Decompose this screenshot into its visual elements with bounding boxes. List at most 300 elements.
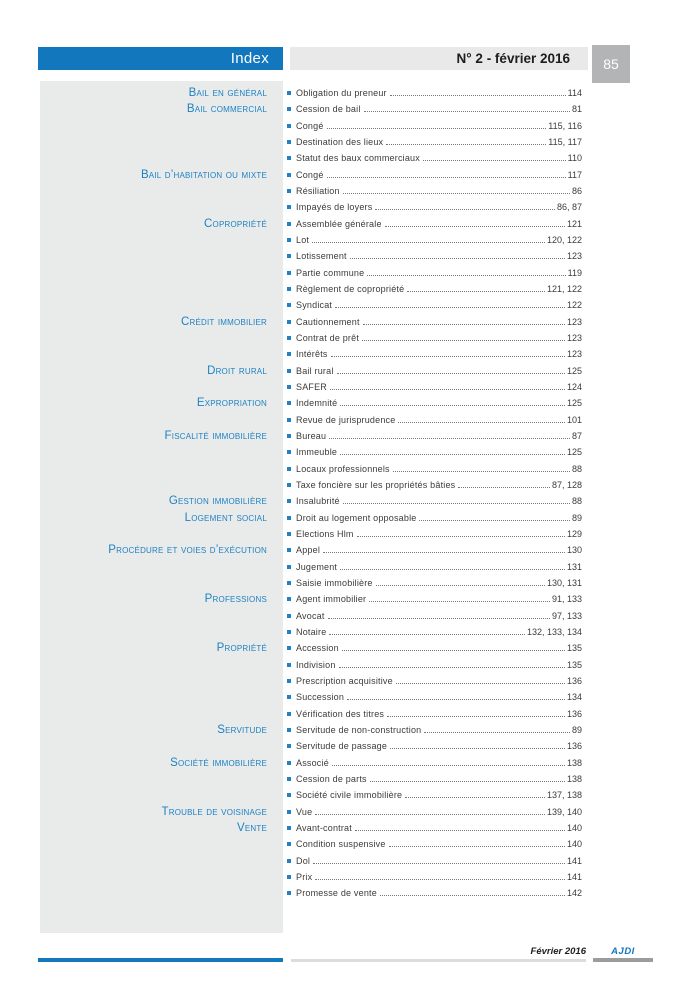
dotted-leader <box>357 536 565 537</box>
entry-label: Avant-contrat <box>296 822 352 833</box>
square-bullet-icon <box>287 107 291 111</box>
index-row <box>40 118 582 134</box>
dotted-leader <box>370 781 565 782</box>
entry-label: Vérification des titres <box>296 708 385 719</box>
index-entry <box>287 627 582 637</box>
index-row <box>40 559 582 575</box>
index-entry <box>287 513 582 523</box>
index-row <box>40 428 582 444</box>
entry-page-numbers: 141 <box>566 871 582 882</box>
index-row <box>40 771 582 787</box>
entry-label: Prix <box>296 871 313 882</box>
entry-page-numbers: 123 <box>566 251 582 262</box>
entry-label: Règlement de copropriété <box>296 284 405 295</box>
index-row <box>40 232 582 248</box>
index-row <box>40 510 582 526</box>
square-bullet-icon <box>287 156 291 160</box>
entry-label: Locaux professionnels <box>296 463 390 474</box>
dotted-leader <box>328 618 550 619</box>
dotted-leader <box>339 667 565 668</box>
entry-page-numbers: 81 <box>571 104 582 115</box>
entry-page-numbers: 86 <box>571 186 582 197</box>
index-entry <box>287 790 582 800</box>
dotted-leader <box>424 732 570 733</box>
dotted-leader <box>332 765 565 766</box>
index-entry <box>287 758 582 768</box>
index-row <box>40 167 582 183</box>
entry-page-numbers: 142 <box>566 888 582 899</box>
square-bullet-icon <box>287 385 291 389</box>
dotted-leader <box>340 405 565 406</box>
index-entry <box>287 415 582 425</box>
category-label: Crédit immobilier <box>180 315 267 328</box>
entry-page-numbers: 140 <box>566 839 582 850</box>
index-row <box>40 885 582 901</box>
entry-page-numbers: 119 <box>567 267 582 278</box>
entry-page-numbers: 87 <box>571 431 582 442</box>
entry-label: Partie commune <box>296 267 365 278</box>
index-entry <box>287 186 582 196</box>
index-entry <box>287 121 582 131</box>
dotted-leader <box>387 716 565 717</box>
dotted-leader <box>367 275 565 276</box>
entry-page-numbers: 141 <box>566 855 582 866</box>
dotted-leader <box>312 242 545 243</box>
entry-page-numbers: 121 <box>566 218 582 229</box>
square-bullet-icon <box>287 238 291 242</box>
entry-label: Cession de bail <box>296 104 361 115</box>
entry-label: Syndicat <box>296 300 333 311</box>
entry-label: Saisie immobilière <box>296 578 373 588</box>
square-bullet-icon <box>287 287 291 291</box>
entry-label: Dol <box>296 855 311 866</box>
dotted-leader <box>396 683 565 684</box>
index-row <box>40 803 582 819</box>
entry-label: Elections Hlm <box>296 529 354 540</box>
index-row <box>40 673 582 689</box>
index-row <box>40 281 582 297</box>
entry-label: Droit au logement opposable <box>296 512 417 523</box>
category-label: Procédure et voies d’exécution <box>108 544 267 557</box>
square-bullet-icon <box>287 140 291 144</box>
square-bullet-icon <box>287 91 291 95</box>
square-bullet-icon <box>287 352 291 356</box>
entry-label: Contrat de prêt <box>296 333 360 344</box>
entry-label: Lotissement <box>296 251 347 262</box>
entry-label: Cautionnement <box>296 316 360 327</box>
index-entry <box>287 611 582 621</box>
entry-page-numbers: 140 <box>566 822 582 833</box>
entry-label: Résiliation <box>296 186 340 197</box>
entry-label: Cession de parts <box>296 773 367 784</box>
entry-page-numbers: 97, 133 <box>551 610 582 621</box>
square-bullet-icon <box>287 565 291 569</box>
index-entry <box>287 660 582 670</box>
footer-dark-rule <box>593 958 653 962</box>
dotted-leader <box>385 226 565 227</box>
square-bullet-icon <box>287 271 291 275</box>
entry-page-numbers: 121, 122 <box>546 284 582 295</box>
entry-label: Agent immobilier <box>296 594 367 605</box>
square-bullet-icon <box>287 842 291 846</box>
entry-label: Société civile immobilière <box>296 790 403 801</box>
square-bullet-icon <box>287 891 291 895</box>
square-bullet-icon <box>287 826 291 830</box>
square-bullet-icon <box>287 695 291 699</box>
square-bullet-icon <box>287 516 291 520</box>
dotted-leader <box>327 128 547 129</box>
index-row <box>40 608 582 624</box>
index-row <box>40 461 582 477</box>
entry-page-numbers: 124 <box>566 382 582 393</box>
index-entry <box>287 578 582 588</box>
dotted-leader <box>315 814 545 815</box>
square-bullet-icon <box>287 875 291 879</box>
index-entry <box>287 88 582 98</box>
dotted-leader <box>313 863 565 864</box>
index-entry <box>287 235 582 245</box>
square-bullet-icon <box>287 124 291 128</box>
square-bullet-icon <box>287 320 291 324</box>
entry-label: Accession <box>296 643 339 654</box>
entry-label: Appel <box>296 545 321 556</box>
index-row <box>40 575 582 591</box>
square-bullet-icon <box>287 222 291 226</box>
entry-page-numbers: 114 <box>567 88 582 99</box>
dotted-leader <box>375 209 555 210</box>
page-title: Index <box>230 50 269 67</box>
entry-page-numbers: 122 <box>566 300 582 311</box>
square-bullet-icon <box>287 663 291 667</box>
entry-label: Obligation du preneur <box>296 88 387 99</box>
entry-page-numbers: 134 <box>566 692 582 703</box>
index-entry <box>287 170 582 180</box>
entry-label: Notaire <box>296 626 327 637</box>
category-label: Propriété <box>216 642 267 655</box>
index-row <box>40 820 582 836</box>
index-entry <box>287 562 582 572</box>
square-bullet-icon <box>287 173 291 177</box>
index-row <box>40 444 582 460</box>
index-row <box>40 150 582 166</box>
index-entry <box>287 104 582 114</box>
dotted-leader <box>340 454 565 455</box>
entry-page-numbers: 125 <box>566 365 582 376</box>
entry-page-numbers: 136 <box>566 741 582 752</box>
square-bullet-icon <box>287 189 291 193</box>
dotted-leader <box>405 797 545 798</box>
index-entry <box>287 202 582 212</box>
index-row <box>40 330 582 346</box>
index-row <box>40 216 582 232</box>
index-entry <box>287 807 582 817</box>
category-label: Copropriété <box>204 217 267 230</box>
index-row <box>40 346 582 362</box>
entry-label: Associé <box>296 757 329 768</box>
entry-page-numbers: 135 <box>566 659 582 670</box>
index-row <box>40 640 582 656</box>
index-row <box>40 738 582 754</box>
index-row <box>40 134 582 150</box>
index-row <box>40 656 582 672</box>
entry-page-numbers: 115, 117 <box>548 137 582 148</box>
entry-label: Jugement <box>296 561 338 572</box>
index-entry <box>287 153 582 163</box>
category-label: Bail commercial <box>186 103 267 116</box>
entry-page-numbers: 123 <box>566 333 582 344</box>
index-row <box>40 624 582 640</box>
entry-page-numbers: 132, 133, 134 <box>526 626 582 637</box>
entry-page-numbers: 88 <box>571 463 582 474</box>
index-entries-list <box>40 85 582 901</box>
index-entry <box>287 529 582 539</box>
entry-page-numbers: 130, 131 <box>546 578 582 588</box>
entry-label: Succession <box>296 692 345 703</box>
index-entry <box>287 284 582 294</box>
index-row <box>40 265 582 281</box>
entry-page-numbers: 125 <box>566 398 582 409</box>
index-entry <box>287 464 582 474</box>
journal-logo: AJDI <box>611 946 635 957</box>
entry-page-numbers: 89 <box>571 724 582 735</box>
dotted-leader <box>458 487 550 488</box>
entry-label: SAFER <box>296 382 328 393</box>
index-entry <box>287 709 582 719</box>
dotted-leader <box>376 585 545 586</box>
index-row <box>40 412 582 428</box>
square-bullet-icon <box>287 499 291 503</box>
index-entry <box>287 872 582 882</box>
square-bullet-icon <box>287 483 291 487</box>
entry-page-numbers: 135 <box>566 643 582 654</box>
entry-page-numbers: 138 <box>566 773 582 784</box>
entry-page-numbers: 123 <box>566 316 582 327</box>
category-label: Bail d’habitation ou mixte <box>140 168 267 181</box>
category-label: Droit rural <box>207 364 267 377</box>
index-entry <box>287 643 582 653</box>
entry-page-numbers: 138 <box>566 757 582 768</box>
dotted-leader <box>419 520 570 521</box>
index-row <box>40 199 582 215</box>
index-row <box>40 297 582 313</box>
entry-label: Destination des lieux <box>296 137 384 148</box>
index-entry <box>287 349 582 359</box>
index-entry <box>287 774 582 784</box>
square-bullet-icon <box>287 581 291 585</box>
entry-label: Congé <box>296 120 324 131</box>
dotted-leader <box>407 291 545 292</box>
index-entry <box>287 382 582 392</box>
dotted-leader <box>331 356 565 357</box>
dotted-leader <box>363 324 565 325</box>
page-number-badge <box>592 45 630 83</box>
index-entry <box>287 317 582 327</box>
square-bullet-icon <box>287 597 291 601</box>
index-entry <box>287 137 582 147</box>
index-entry <box>287 839 582 849</box>
index-row <box>40 477 582 493</box>
index-row <box>40 395 582 411</box>
entry-label: Indemnité <box>296 398 338 409</box>
index-row <box>40 591 582 607</box>
category-label: Bail en général <box>188 87 267 100</box>
entry-page-numbers: 120, 122 <box>546 235 582 246</box>
index-entry <box>287 219 582 229</box>
dotted-leader <box>335 307 565 308</box>
issue-label: N° 2 - février 2016 <box>456 51 570 66</box>
square-bullet-icon <box>287 369 291 373</box>
index-row <box>40 183 582 199</box>
dotted-leader <box>343 193 570 194</box>
dotted-leader <box>340 569 565 570</box>
entry-label: Servitude de non-construction <box>296 724 422 735</box>
dotted-leader <box>393 471 570 472</box>
index-entry <box>287 823 582 833</box>
entry-label: Bureau <box>296 431 327 442</box>
dotted-leader <box>342 650 565 651</box>
entry-page-numbers: 129 <box>566 529 582 540</box>
entry-label: Indivision <box>296 659 336 670</box>
category-label: Trouble de voisinage <box>161 805 267 818</box>
entry-label: Vue <box>296 806 313 817</box>
dotted-leader <box>330 389 565 390</box>
dotted-leader <box>327 177 566 178</box>
entry-label: Revue de jurisprudence <box>296 414 396 425</box>
entry-label: Servitude de passage <box>296 741 388 752</box>
entry-page-numbers: 101 <box>566 414 582 425</box>
entry-page-numbers: 125 <box>566 447 582 458</box>
square-bullet-icon <box>287 548 291 552</box>
index-row <box>40 869 582 885</box>
entry-label: Avocat <box>296 610 325 621</box>
square-bullet-icon <box>287 793 291 797</box>
index-row <box>40 836 582 852</box>
entry-page-numbers: 91, 133 <box>551 594 582 605</box>
footer-blue-rule <box>38 958 283 962</box>
square-bullet-icon <box>287 450 291 454</box>
category-label: Logement social <box>184 511 267 524</box>
dotted-leader <box>355 830 565 831</box>
entry-label: Congé <box>296 169 324 180</box>
index-entry <box>287 398 582 408</box>
index-row <box>40 85 582 101</box>
dotted-leader <box>347 699 565 700</box>
index-row <box>40 314 582 330</box>
entry-label: Intérêts <box>296 349 328 360</box>
dotted-leader <box>323 552 565 553</box>
entry-page-numbers: 123 <box>566 349 582 360</box>
entry-label: Insalubrité <box>296 496 340 507</box>
square-bullet-icon <box>287 401 291 405</box>
index-entry <box>287 856 582 866</box>
square-bullet-icon <box>287 777 291 781</box>
index-entry <box>287 888 582 898</box>
square-bullet-icon <box>287 859 291 863</box>
square-bullet-icon <box>287 205 291 209</box>
entry-page-numbers: 88 <box>571 496 582 507</box>
square-bullet-icon <box>287 434 291 438</box>
entry-label: Immeuble <box>296 447 338 458</box>
square-bullet-icon <box>287 254 291 258</box>
index-entry <box>287 333 582 343</box>
square-bullet-icon <box>287 532 291 536</box>
category-label: Gestion immobilière <box>168 495 267 508</box>
square-bullet-icon <box>287 303 291 307</box>
index-entry <box>287 268 582 278</box>
index-row <box>40 754 582 770</box>
category-label: Société immobilière <box>170 756 267 769</box>
index-row <box>40 722 582 738</box>
dotted-leader <box>329 634 525 635</box>
category-label: Fiscalité immobilière <box>164 430 267 443</box>
index-entry <box>287 496 582 506</box>
index-entry <box>287 692 582 702</box>
issue-bar <box>290 47 588 70</box>
index-row <box>40 689 582 705</box>
entry-label: Impayés de loyers <box>296 202 373 213</box>
dotted-leader <box>364 111 570 112</box>
dotted-leader <box>315 879 565 880</box>
dotted-leader <box>343 503 570 504</box>
square-bullet-icon <box>287 744 291 748</box>
index-row <box>40 493 582 509</box>
index-entry <box>287 741 582 751</box>
square-bullet-icon <box>287 630 291 634</box>
square-bullet-icon <box>287 646 291 650</box>
index-entry <box>287 676 582 686</box>
entry-page-numbers: 131 <box>566 561 582 572</box>
dotted-leader <box>329 438 570 439</box>
entry-page-numbers: 87, 128 <box>551 480 582 491</box>
dotted-leader <box>389 846 565 847</box>
entry-page-numbers: 130 <box>566 545 582 556</box>
index-title-bar <box>38 47 283 70</box>
entry-page-numbers: 136 <box>566 708 582 719</box>
square-bullet-icon <box>287 761 291 765</box>
entry-page-numbers: 139, 140 <box>546 806 582 817</box>
index-entry <box>287 300 582 310</box>
entry-label: Lot <box>296 235 310 246</box>
dotted-leader <box>386 144 546 145</box>
category-label: Professions <box>204 593 267 606</box>
dotted-leader <box>423 160 566 161</box>
index-entry <box>287 725 582 735</box>
index-row <box>40 542 582 558</box>
footer-date: Février 2016 <box>530 946 586 957</box>
dotted-leader <box>380 895 565 896</box>
entry-label: Assemblée générale <box>296 218 382 229</box>
category-label: Expropriation <box>196 397 267 410</box>
category-label: Servitude <box>217 723 267 736</box>
square-bullet-icon <box>287 418 291 422</box>
index-row <box>40 101 582 117</box>
entry-page-numbers: 110 <box>567 153 582 164</box>
index-entry <box>287 366 582 376</box>
square-bullet-icon <box>287 712 291 716</box>
entry-page-numbers: 136 <box>566 675 582 686</box>
dotted-leader <box>350 258 565 259</box>
index-entry <box>287 545 582 555</box>
index-row <box>40 363 582 379</box>
entry-label: Bail rural <box>296 365 334 376</box>
index-row <box>40 705 582 721</box>
index-entry <box>287 594 582 604</box>
dotted-leader <box>362 340 565 341</box>
entry-label: Taxe foncière sur les propriétés bâties <box>296 480 456 491</box>
square-bullet-icon <box>287 336 291 340</box>
entry-page-numbers: 137, 138 <box>546 790 582 801</box>
index-row <box>40 787 582 803</box>
